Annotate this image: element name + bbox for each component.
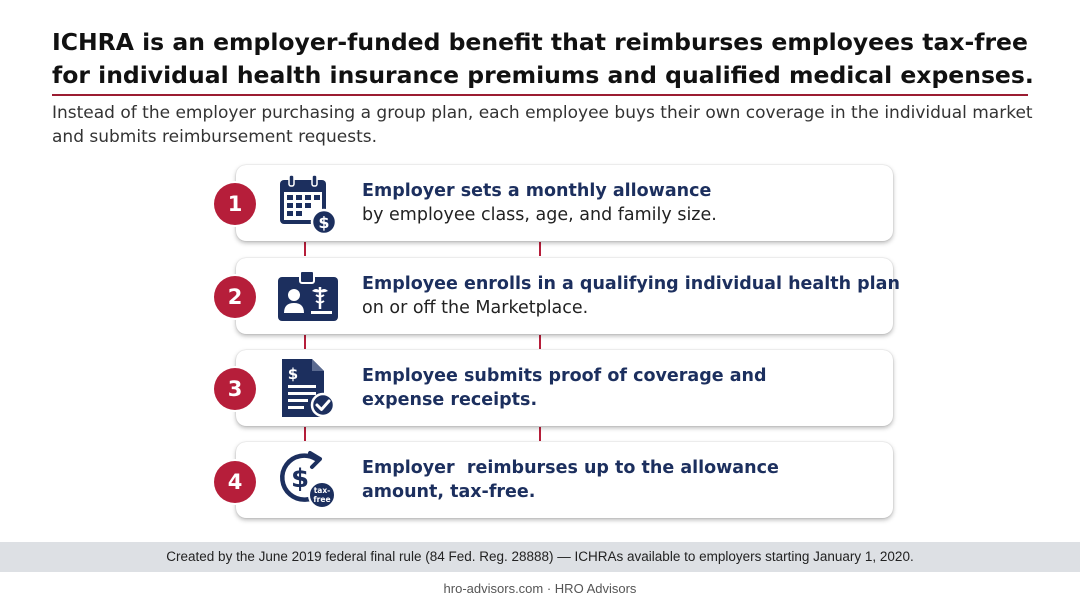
step-3-badge: 3 [214, 368, 256, 410]
connector-line [304, 242, 306, 256]
connector-line [539, 427, 541, 441]
step-4-badge: 4 [214, 461, 256, 503]
step-card-4 [236, 442, 893, 518]
title-divider [52, 94, 1028, 96]
page-subtitle: Instead of the employer purchasing a group plan, each employee buys their own coverage in the individual market and submits reimbursement requests. [52, 103, 1033, 147]
footer-band [0, 542, 1080, 572]
connector-line [304, 335, 306, 349]
step-4-detail: amount, tax-free. [362, 482, 536, 502]
dollar-taxfree-icon [276, 449, 340, 513]
step-4-title: Employer reimburses up to the allowance [362, 458, 779, 478]
step-3-detail: expense receipts. [362, 390, 538, 410]
step-2-detail: on or off the Marketplace. [362, 298, 589, 318]
svg-text:$: $ [318, 213, 330, 232]
source-credit: hro-advisors.com · HRO Advisors [443, 581, 637, 596]
step-card-3 [236, 350, 893, 426]
step-1-detail: by employee class, age, and family size. [362, 205, 717, 225]
tax-text: tax- [313, 486, 331, 495]
footnote: Created by the June 2019 federal final rule (84 Fed. Reg. 28888) — ICHRAs available to employers starting January 1, 2020. [166, 549, 914, 564]
insurance-card-icon [276, 265, 340, 329]
calendar-dollar-icon [276, 172, 340, 236]
step-3-title: Employee submits proof of coverage and [362, 366, 767, 386]
document-check-icon [276, 357, 340, 421]
step-1-badge: 1 [214, 183, 256, 225]
free-text: free [313, 495, 331, 504]
svg-text:$: $ [290, 464, 310, 494]
step-card-1 [236, 165, 893, 241]
svg-text:$: $ [287, 365, 299, 383]
step-1-title: Employer sets a monthly allowance [362, 181, 712, 201]
step-2-badge: 2 [214, 276, 256, 318]
connector-line [304, 427, 306, 441]
step-card-2 [236, 258, 900, 334]
page-title: ICHRA is an employer-funded benefit that reimburses employees tax-free for individual health insurance premiums and qualified medical expenses. [52, 28, 1034, 89]
step-2-title: Employee enrolls in a qualifying individual health plan [362, 274, 900, 294]
connector-line [539, 335, 541, 349]
connector-line [539, 242, 541, 256]
